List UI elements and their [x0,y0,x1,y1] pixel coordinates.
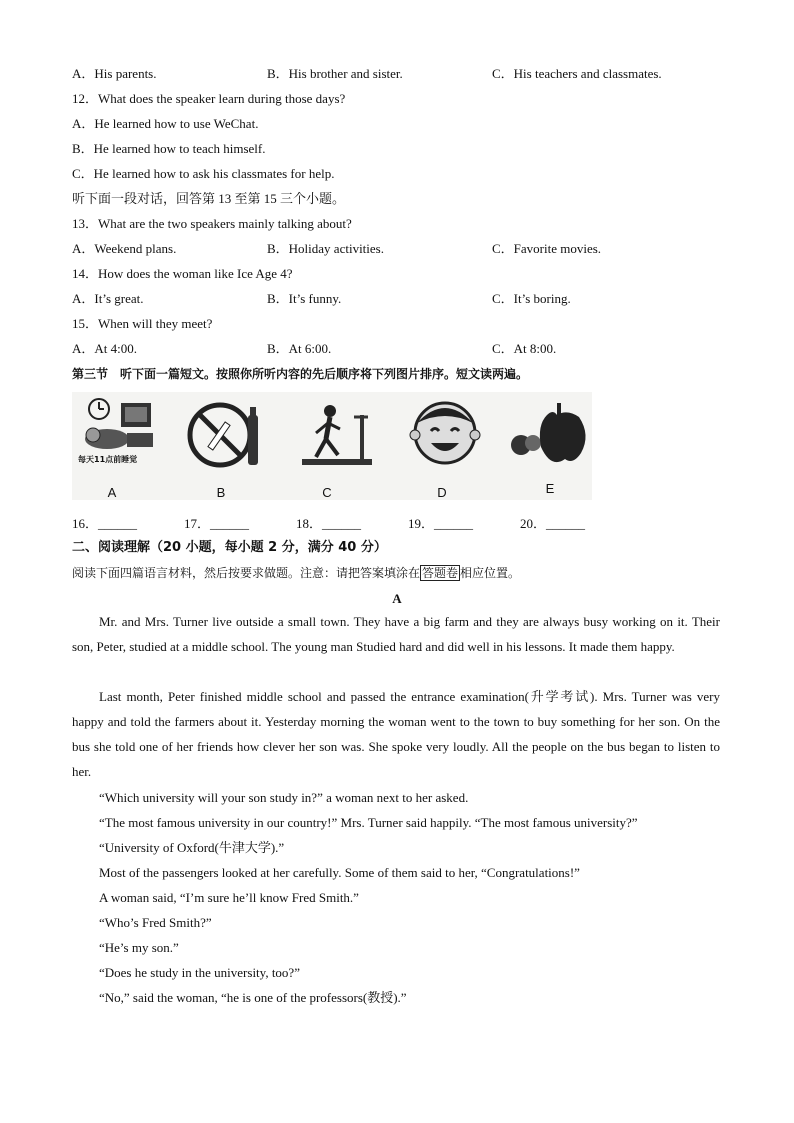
picture-letter-d: D [437,485,447,500]
passage-paragraph-1: Mr. and Mrs. Turner live outside a small town. They have a big farm and they are always busy working on it. Their son, Peter, studied at a middle school. The young man Studied hard and did well in his lessons. It made them happy. [72,614,720,654]
picture-strip [72,392,592,500]
passage-line-6: “Who’s Fred Smith?” [99,915,212,930]
passage-line-5: A woman said, “I’m sure he’ll know Fred Smith.” [99,890,359,905]
q12-option-a: A．He learned how to use WeChat. [72,116,259,131]
passage-label: A [392,591,402,606]
part2-instruction-post: 相应位置。 [460,566,521,580]
blank-16[interactable]: 16．______ [72,516,138,531]
smiling-face-icon [405,395,495,480]
blank-19[interactable]: 19．______ [408,516,474,531]
q11-option-b: B．His brother and sister. [267,66,403,81]
picture-e [502,392,602,500]
part2-title: 二、阅读理解（20 小题，每小题 2 分，满分 40 分） [72,540,387,555]
q12-option-b: B．He learned how to teach himself. [72,141,266,156]
q14-option-c: C．It’s boring. [492,291,571,306]
q12-stem: 12．What does the speaker learn during those days? [72,91,346,106]
dialogue-instruction: 听下面一段对话，回答第 13 至第 15 三个小题。 [72,191,346,206]
picture-a-caption: 每天11点前睡觉 [78,455,138,464]
blank-18[interactable]: 18．______ [296,516,362,531]
picture-d [400,392,500,500]
passage-line-2: “The most famous university in our country!” Mrs. Turner said happily. “The most famous university?” [99,815,638,830]
q13-option-c: C．Favorite movies. [492,241,602,256]
answer-sheet-label: 答题卷 [422,566,459,580]
q13-stem: 13．What are the two speakers mainly talking about? [72,216,352,231]
q13-option-b: B．Holiday activities. [267,241,384,256]
picture-a [72,392,172,500]
part2-instruction-pre: 阅读下面四篇语言材料，然后按要求做题。注意：请把答案填涂在 [72,566,421,580]
passage-line-3: “University of Oxford(牛津大学).” [99,840,285,855]
picture-letter-b: B [216,485,226,500]
q15-option-c: C．At 8:00. [492,341,557,356]
passage-line-7: “He’s my son.” [99,940,179,955]
passage-paragraph-2: Last month, Peter finished middle school and passed the entrance examination(升学考试). Mrs. Turner was very happy and told the farmers about it. Yesterday morning the woman went to the town to buy something for her son. On the bus she told one of her friends how clever her son was. She spoke very loudly. All the people on the bus began to listen to her. [72,689,720,779]
no-smoking-icon [184,395,274,480]
q14-option-b: B．It’s funny. [267,291,342,306]
q14-option-a: A．It’s great. [72,291,144,306]
q15-option-a: A．At 4:00. [72,341,138,356]
part2-instruction [72,565,520,581]
picture-letter-a: A [107,485,117,500]
fruit-vegetable-icon [507,395,597,480]
picture-letter-e: E [545,481,555,496]
q14-stem: 14．How does the woman like Ice Age 4? [72,266,293,281]
q11-option-c: C．His teachers and classmates. [492,66,662,81]
q12-option-c: C．He learned how to ask his classmates for help. [72,166,335,181]
passage-line-4: Most of the passengers looked at her carefully. Some of them said to her, “Congratulations!” [99,865,580,880]
q15-option-b: B．At 6:00. [267,341,332,356]
q15-stem: 15．When will they meet? [72,316,213,331]
blank-20[interactable]: 20．______ [520,516,586,531]
passage-line-1: “Which university will your son study in?” a woman next to her asked. [99,790,469,805]
passage-line-9: “No,” said the woman, “he is one of the professors(教授).” [99,990,407,1005]
blank-17[interactable]: 17．______ [184,516,250,531]
section3-title: 第三节 听下面一篇短文。按照你所听内容的先后顺序将下列图片排序。短文读两遍。 [72,367,529,381]
q11-option-a: A．His parents. [72,66,157,81]
picture-letter-c: C [322,485,332,500]
treadmill-icon [294,395,389,480]
picture-c [289,392,389,500]
passage-line-8: “Does he study in the university, too?” [99,965,300,980]
q13-option-a: A．Weekend plans. [72,241,177,256]
picture-b [179,392,279,500]
